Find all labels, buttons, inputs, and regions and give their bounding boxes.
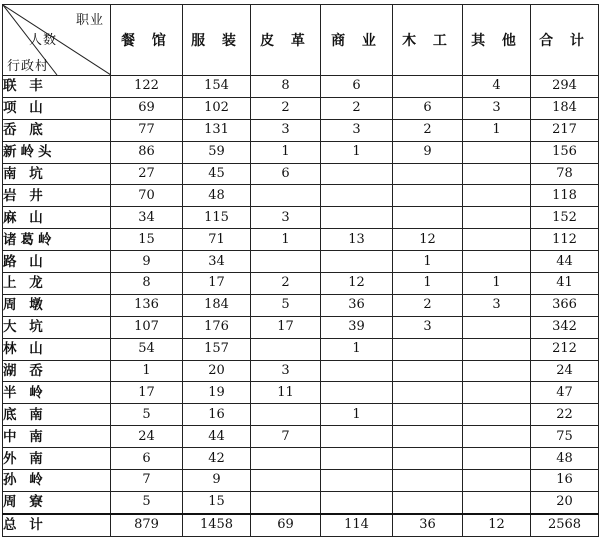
value-cell: 44 xyxy=(531,251,599,273)
value-cell xyxy=(321,207,393,229)
corner-cell xyxy=(3,5,111,76)
value-cell xyxy=(321,448,393,470)
value-cell xyxy=(463,360,531,382)
value-cell: 48 xyxy=(183,185,251,207)
value-cell: 5 xyxy=(111,404,183,426)
value-cell: 42 xyxy=(183,448,251,470)
col-header-clothing: 服 装 xyxy=(183,5,251,76)
table-row xyxy=(3,316,599,338)
value-cell: 122 xyxy=(111,76,183,98)
value-cell: 22 xyxy=(531,404,599,426)
village-name-cell: 半 岭 xyxy=(3,382,111,404)
value-cell: 24 xyxy=(111,426,183,448)
value-cell: 44 xyxy=(183,426,251,448)
value-cell xyxy=(463,404,531,426)
value-cell: 152 xyxy=(531,207,599,229)
table-row xyxy=(3,163,599,185)
value-cell: 7 xyxy=(111,470,183,492)
village-name-cell: 联 丰 xyxy=(3,76,111,98)
value-cell: 131 xyxy=(183,119,251,141)
value-cell: 59 xyxy=(183,141,251,163)
total-row xyxy=(3,514,599,536)
value-cell: 20 xyxy=(531,491,599,513)
value-cell: 6 xyxy=(321,76,393,98)
table-row xyxy=(3,141,599,163)
value-cell xyxy=(463,163,531,185)
value-cell xyxy=(393,426,463,448)
value-cell xyxy=(463,229,531,251)
table-row xyxy=(3,119,599,141)
value-cell: 24 xyxy=(531,360,599,382)
value-cell: 8 xyxy=(251,76,321,98)
value-cell: 69 xyxy=(111,97,183,119)
value-cell: 9 xyxy=(183,470,251,492)
table-row xyxy=(3,404,599,426)
value-cell: 5 xyxy=(251,294,321,316)
value-cell: 3 xyxy=(251,119,321,141)
value-cell: 154 xyxy=(183,76,251,98)
table-row xyxy=(3,76,599,98)
value-cell: 16 xyxy=(531,470,599,492)
value-cell: 212 xyxy=(531,338,599,360)
value-cell: 1 xyxy=(111,360,183,382)
value-cell xyxy=(321,382,393,404)
village-name-cell: 路 山 xyxy=(3,251,111,273)
value-cell: 3 xyxy=(251,207,321,229)
value-cell: 34 xyxy=(183,251,251,273)
value-cell xyxy=(463,338,531,360)
value-cell: 16 xyxy=(183,404,251,426)
value-cell xyxy=(393,470,463,492)
value-cell: 6 xyxy=(393,97,463,119)
value-cell: 70 xyxy=(111,185,183,207)
table-row xyxy=(3,294,599,316)
value-cell: 86 xyxy=(111,141,183,163)
value-cell: 156 xyxy=(531,141,599,163)
value-cell xyxy=(393,338,463,360)
value-cell: 48 xyxy=(531,448,599,470)
value-cell: 8 xyxy=(111,273,183,295)
value-cell: 176 xyxy=(183,316,251,338)
value-cell: 1 xyxy=(463,119,531,141)
value-cell: 107 xyxy=(111,316,183,338)
table-row xyxy=(3,426,599,448)
value-cell xyxy=(463,491,531,513)
value-cell: 136 xyxy=(111,294,183,316)
value-cell xyxy=(463,470,531,492)
value-cell: 13 xyxy=(321,229,393,251)
village-name-cell: 总 计 xyxy=(3,514,111,536)
village-name-cell: 周 墩 xyxy=(3,294,111,316)
value-cell: 15 xyxy=(183,491,251,513)
col-header-restaurant: 餐 馆 xyxy=(111,5,183,76)
value-cell xyxy=(321,360,393,382)
table-body xyxy=(3,76,599,537)
col-header-other: 其 他 xyxy=(463,5,531,76)
village-name-cell: 林 山 xyxy=(3,338,111,360)
value-cell: 6 xyxy=(111,448,183,470)
table-row xyxy=(3,251,599,273)
value-cell: 12 xyxy=(321,273,393,295)
value-cell: 41 xyxy=(531,273,599,295)
value-cell: 2 xyxy=(251,97,321,119)
village-name-cell: 麻 山 xyxy=(3,207,111,229)
data-table xyxy=(2,4,599,537)
value-cell xyxy=(463,251,531,273)
value-cell: 3 xyxy=(463,294,531,316)
value-cell xyxy=(393,76,463,98)
village-name-cell: 外 南 xyxy=(3,448,111,470)
value-cell: 2 xyxy=(393,294,463,316)
table-row xyxy=(3,382,599,404)
table-row xyxy=(3,491,599,513)
value-cell: 12 xyxy=(463,514,531,536)
value-cell xyxy=(251,185,321,207)
value-cell xyxy=(463,426,531,448)
col-header-total: 合 计 xyxy=(531,5,599,76)
value-cell: 114 xyxy=(321,514,393,536)
corner-label-occupation: 职业 xyxy=(75,13,104,28)
value-cell: 3 xyxy=(463,97,531,119)
value-cell: 217 xyxy=(531,119,599,141)
corner-label-village: 行政村 xyxy=(7,59,50,74)
value-cell: 2 xyxy=(251,273,321,295)
occupation-table xyxy=(2,4,598,534)
value-cell: 11 xyxy=(251,382,321,404)
village-name-cell: 孙 岭 xyxy=(3,470,111,492)
value-cell: 1 xyxy=(463,273,531,295)
village-name-cell: 岩 井 xyxy=(3,185,111,207)
value-cell xyxy=(321,491,393,513)
value-cell: 19 xyxy=(183,382,251,404)
table-row xyxy=(3,185,599,207)
value-cell: 102 xyxy=(183,97,251,119)
value-cell xyxy=(463,207,531,229)
col-header-leather: 皮 革 xyxy=(251,5,321,76)
table-row xyxy=(3,360,599,382)
value-cell: 112 xyxy=(531,229,599,251)
value-cell: 7 xyxy=(251,426,321,448)
value-cell xyxy=(321,470,393,492)
value-cell xyxy=(251,251,321,273)
value-cell: 5 xyxy=(111,491,183,513)
value-cell: 1 xyxy=(321,404,393,426)
value-cell: 12 xyxy=(393,229,463,251)
value-cell xyxy=(251,448,321,470)
value-cell: 1 xyxy=(321,338,393,360)
value-cell xyxy=(251,491,321,513)
value-cell: 36 xyxy=(393,514,463,536)
value-cell xyxy=(393,491,463,513)
value-cell: 1458 xyxy=(183,514,251,536)
value-cell: 36 xyxy=(321,294,393,316)
value-cell: 6 xyxy=(251,163,321,185)
value-cell: 15 xyxy=(111,229,183,251)
table-row xyxy=(3,338,599,360)
value-cell: 157 xyxy=(183,338,251,360)
value-cell: 9 xyxy=(393,141,463,163)
village-name-cell: 岙 底 xyxy=(3,119,111,141)
value-cell: 1 xyxy=(393,273,463,295)
value-cell xyxy=(321,426,393,448)
value-cell xyxy=(393,404,463,426)
table-row xyxy=(3,229,599,251)
value-cell: 3 xyxy=(393,316,463,338)
value-cell xyxy=(251,470,321,492)
value-cell: 2568 xyxy=(531,514,599,536)
value-cell xyxy=(321,185,393,207)
value-cell: 4 xyxy=(463,76,531,98)
village-name-cell: 诸葛岭 xyxy=(3,229,111,251)
value-cell xyxy=(251,404,321,426)
col-header-commerce: 商 业 xyxy=(321,5,393,76)
table-row xyxy=(3,273,599,295)
value-cell xyxy=(463,185,531,207)
value-cell: 45 xyxy=(183,163,251,185)
value-cell: 17 xyxy=(111,382,183,404)
value-cell xyxy=(393,185,463,207)
value-cell: 118 xyxy=(531,185,599,207)
value-cell: 17 xyxy=(251,316,321,338)
value-cell xyxy=(393,163,463,185)
value-cell: 39 xyxy=(321,316,393,338)
value-cell: 2 xyxy=(393,119,463,141)
village-name-cell: 湖 岙 xyxy=(3,360,111,382)
value-cell: 1 xyxy=(251,229,321,251)
value-cell: 9 xyxy=(111,251,183,273)
value-cell: 47 xyxy=(531,382,599,404)
value-cell: 184 xyxy=(183,294,251,316)
value-cell: 34 xyxy=(111,207,183,229)
value-cell: 69 xyxy=(251,514,321,536)
corner-label-count: 人数 xyxy=(29,33,58,48)
value-cell xyxy=(393,382,463,404)
value-cell: 366 xyxy=(531,294,599,316)
village-name-cell: 大 坑 xyxy=(3,316,111,338)
table-row xyxy=(3,448,599,470)
value-cell xyxy=(463,141,531,163)
value-cell: 78 xyxy=(531,163,599,185)
value-cell: 342 xyxy=(531,316,599,338)
value-cell: 115 xyxy=(183,207,251,229)
value-cell: 17 xyxy=(183,273,251,295)
value-cell: 2 xyxy=(321,97,393,119)
value-cell: 71 xyxy=(183,229,251,251)
col-header-carpentry: 木 工 xyxy=(393,5,463,76)
table-row xyxy=(3,207,599,229)
header-row xyxy=(3,5,599,76)
village-name-cell: 上 龙 xyxy=(3,273,111,295)
value-cell: 77 xyxy=(111,119,183,141)
value-cell xyxy=(321,251,393,273)
value-cell: 184 xyxy=(531,97,599,119)
value-cell: 1 xyxy=(251,141,321,163)
value-cell xyxy=(463,382,531,404)
value-cell: 3 xyxy=(321,119,393,141)
value-cell: 54 xyxy=(111,338,183,360)
value-cell xyxy=(393,360,463,382)
value-cell: 1 xyxy=(321,141,393,163)
value-cell: 294 xyxy=(531,76,599,98)
value-cell: 27 xyxy=(111,163,183,185)
value-cell xyxy=(251,338,321,360)
table-row xyxy=(3,97,599,119)
village-name-cell: 周 寮 xyxy=(3,491,111,513)
value-cell: 1 xyxy=(393,251,463,273)
village-name-cell: 新岭头 xyxy=(3,141,111,163)
value-cell xyxy=(463,316,531,338)
table-row xyxy=(3,470,599,492)
value-cell: 879 xyxy=(111,514,183,536)
value-cell xyxy=(321,163,393,185)
village-name-cell: 底 南 xyxy=(3,404,111,426)
value-cell xyxy=(393,207,463,229)
value-cell xyxy=(393,448,463,470)
value-cell: 3 xyxy=(251,360,321,382)
value-cell: 20 xyxy=(183,360,251,382)
village-name-cell: 中 南 xyxy=(3,426,111,448)
value-cell xyxy=(463,448,531,470)
village-name-cell: 项 山 xyxy=(3,97,111,119)
value-cell: 75 xyxy=(531,426,599,448)
village-name-cell: 南 坑 xyxy=(3,163,111,185)
